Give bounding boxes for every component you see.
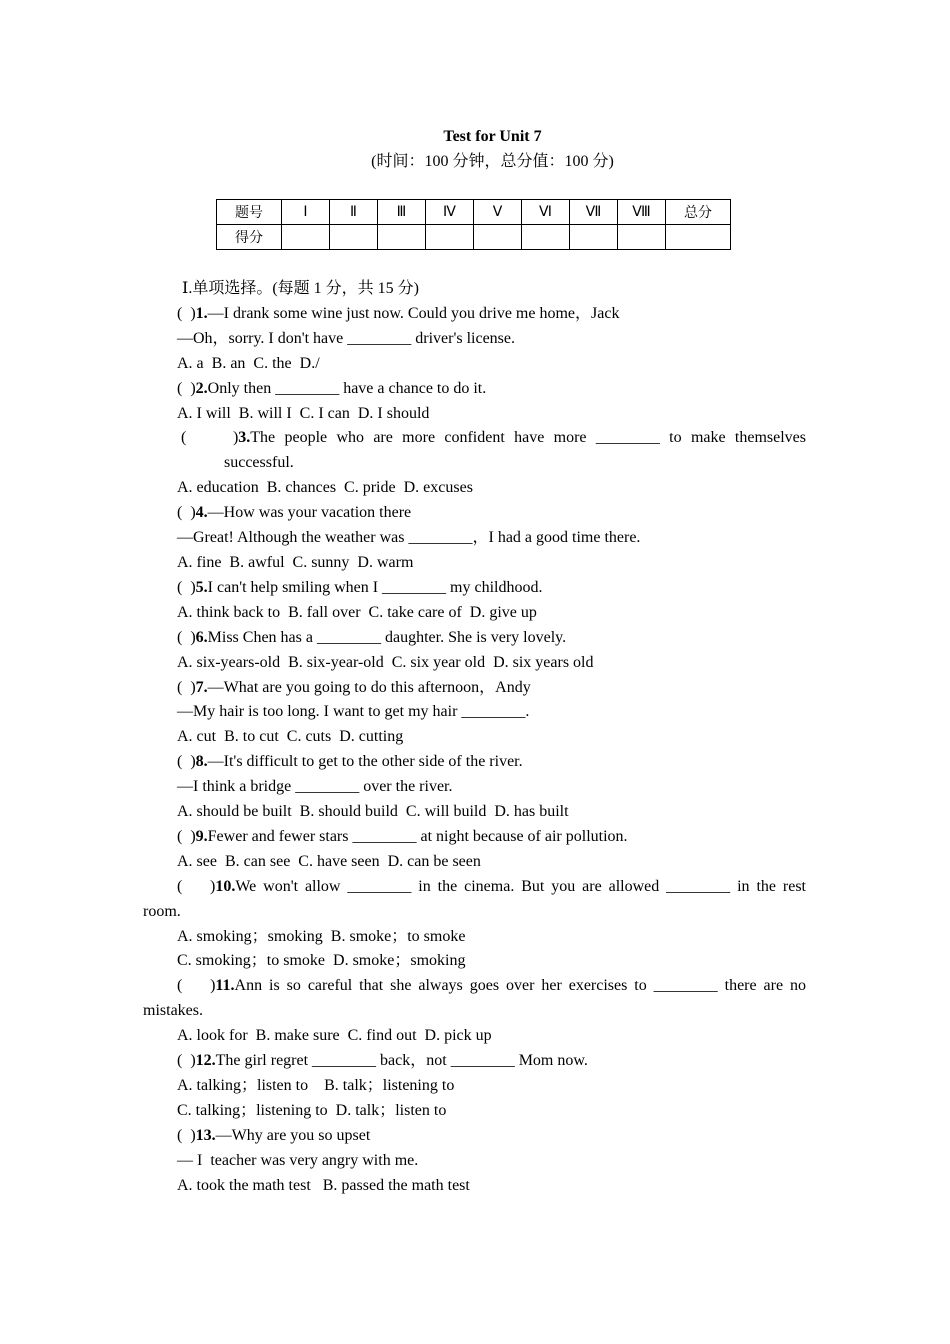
question-number: 12. [195,1052,216,1070]
options-line: A. should be built B. should build C. will build D. has built [177,803,569,821]
question-text: Only then ________ have a chance to do it. [207,379,487,397]
answer-paren: ( [177,753,183,771]
question-line [143,974,806,999]
options-line: A. look for B. make sure C. find out D. pick up [177,1027,492,1045]
answer-paren: ) [190,1126,196,1144]
answer-paren: ( [177,1126,183,1144]
answer-paren: ) [190,678,196,696]
score-table-cell: Ⅵ [522,200,570,225]
options-line: A. think back to B. fall over C. take care of D. give up [177,603,537,621]
section-title: Ⅰ.单项选择。(每题 1 分，共 15 分) [182,280,419,297]
options-line: A. I will B. will I C. I can D. I should [177,404,430,422]
options-line: C. smoking；to smoke D. smoke；smoking [177,952,466,970]
score-table-cell: Ⅴ [474,200,522,225]
options-line: A. six-years-old B. six-year-old C. six year old D. six years old [177,653,594,671]
question-line [143,626,806,651]
answer-paren: ) [190,827,196,845]
score-input-cell [282,225,330,250]
score-table-cell: Ⅰ [282,200,330,225]
question-number: 9. [195,827,208,845]
question-line [143,576,806,601]
question-text: Ann is so careful that she always goes over her exercises to ________ there are no [234,977,807,995]
answer-paren: ( [181,429,187,447]
score-table-cell: Ⅲ [378,200,426,225]
answer-paren: ) [190,578,196,596]
score-table-cell: 得分 [217,225,282,250]
question-text: —Why are you so upset [215,1126,371,1144]
score-table-header-row [217,200,731,225]
answer-paren: ) [190,1052,196,1070]
dialogue-line: —Oh，sorry. I don't have ________ driver's license. [177,329,515,347]
answer-paren: ( [177,877,183,895]
question-text: Miss Chen has a ________ daughter. She is very lovely. [207,628,567,646]
question-continuation: mistakes. [143,1002,203,1020]
question-line [143,377,806,402]
answer-paren: ) [190,304,196,322]
dialogue-line: —Great! Although the weather was ________，I had a good time there. [177,529,641,547]
question-number: 4. [195,504,208,522]
question-number: 3. [238,429,251,447]
question-text: —It's difficult to get to the other side of the river. [207,753,523,771]
answer-paren: ) [232,429,239,447]
score-table-cell: Ⅶ [570,200,618,225]
options-line: C. talking；listening to D. talk；listen to [177,1101,447,1119]
question-number: 8. [195,753,208,771]
score-table-cell: Ⅷ [618,200,666,225]
question-number: 5. [195,578,208,596]
question-text: Fewer and fewer stars ________ at night because of air pollution. [207,827,628,845]
score-input-cell [522,225,570,250]
answer-paren: ( [177,379,183,397]
answer-paren: ( [177,628,183,646]
question-line [143,1124,806,1149]
score-input-cell [378,225,426,250]
answer-paren: ) [209,877,216,895]
options-line: A. see B. can see C. have seen D. can be seen [177,852,481,870]
question-continuation: successful. [224,454,294,472]
question-line [143,501,806,526]
answer-paren: ) [190,753,196,771]
options-line: A. education B. chances C. pride D. excuses [177,479,473,497]
answer-paren: ) [190,379,196,397]
question-line [143,875,806,900]
question-number: 10. [215,877,236,895]
question-text: —I drank some wine just now. Could you drive me home，Jack [207,304,620,322]
question-line [143,1049,806,1074]
question-number: 7. [195,678,208,696]
answer-paren: ( [177,1052,183,1070]
score-input-cell [618,225,666,250]
question-text: —What are you going to do this afternoon，Andy [207,678,531,696]
question-number: 6. [195,628,208,646]
answer-paren: ( [177,578,183,596]
score-input-cell [570,225,618,250]
score-table-cell: Ⅱ [330,200,378,225]
question-line [143,302,806,327]
options-line: A. took the math test B. passed the math test [177,1176,470,1194]
score-input-cell [426,225,474,250]
question-line [143,825,806,850]
question-number: 2. [195,379,208,397]
question-line [143,750,806,775]
question-text: The girl regret ________ back，not ________ Mom now. [215,1052,588,1070]
page-subtitle: (时间：100 分钟，总分值：100 分) [371,153,614,170]
dialogue-line: —I think a bridge ________ over the river. [177,778,453,796]
answer-paren: ( [177,977,183,995]
score-table-score-row [217,225,731,250]
score-input-cell [666,225,731,250]
question-line [143,426,806,451]
options-line: A. smoking；smoking B. smoke；to smoke [177,927,466,945]
page-title: Test for Unit 7 [443,128,542,145]
question-text: —How was your vacation there [207,504,412,522]
answer-paren: ( [177,678,183,696]
question-line [143,676,806,701]
question-number: 11. [215,977,235,995]
answer-paren: ( [177,827,183,845]
score-table-cell: 总分 [666,200,731,225]
question-number: 1. [195,304,208,322]
question-continuation: room. [143,902,181,920]
dialogue-line: —My hair is too long. I want to get my hair ________. [177,703,530,721]
question-text: We won't allow ________ in the cinema. But you are allowed ________ in the rest [235,877,807,895]
answer-paren: ( [177,504,183,522]
dialogue-line: — I teacher was very angry with me. [177,1151,419,1169]
question-number: 13. [195,1126,216,1144]
answer-paren: ) [190,628,196,646]
score-input-cell [474,225,522,250]
question-text: The people who are more confident have more ________ to make themselves [250,429,807,447]
options-line: A. fine B. awful C. sunny D. warm [177,553,414,571]
answer-paren: ( [177,304,183,322]
score-table [216,199,731,250]
question-content [143,277,806,1199]
answer-paren: ) [190,504,196,522]
question-text: I can't help smiling when I ________ my childhood. [207,578,543,596]
score-table-cell: Ⅳ [426,200,474,225]
answer-paren: ) [210,977,216,995]
options-line: A. talking；listen to B. talk；listening to [177,1077,455,1094]
options-line: A. cut B. to cut C. cuts D. cutting [177,728,404,746]
options-line: A. a B. an C. the D./ [177,354,320,372]
score-table-cell: 题号 [217,200,282,225]
score-input-cell [330,225,378,250]
